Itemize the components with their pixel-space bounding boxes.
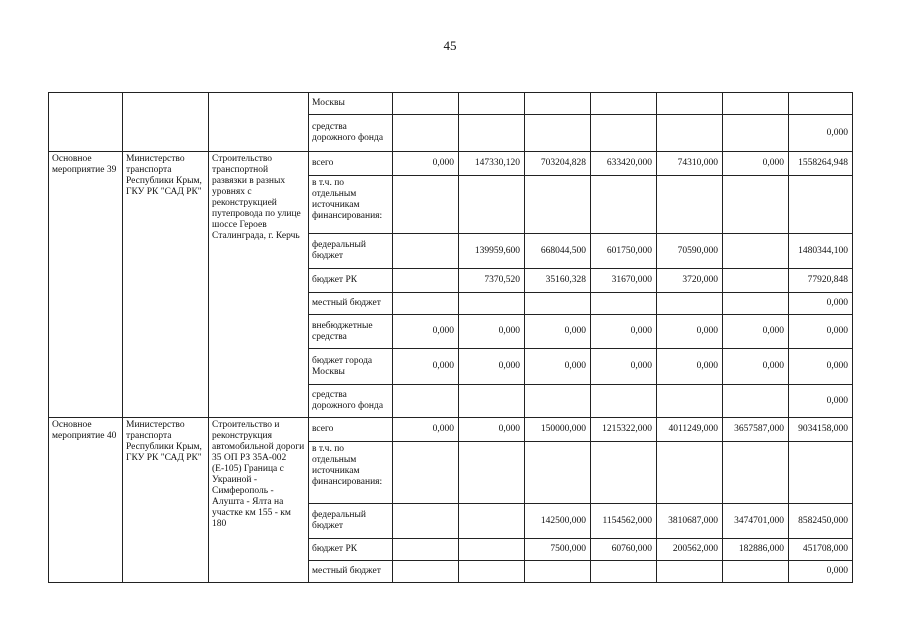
amount-cell: 601750,000 xyxy=(591,234,657,269)
funding-source-cell: в т.ч. по отдельным источникам финансирования: xyxy=(309,442,393,504)
amount-cell: 7370,520 xyxy=(459,269,525,293)
amount-cell: 0,000 xyxy=(525,315,591,349)
amount-cell xyxy=(459,539,525,561)
amount-cell xyxy=(393,234,459,269)
measure-cell: Основное мероприятие 39 xyxy=(49,152,123,418)
amount-cell xyxy=(525,385,591,418)
amount-cell xyxy=(459,93,525,115)
amount-cell: 1480344,100 xyxy=(789,234,853,269)
amount-cell: 142500,000 xyxy=(525,504,591,539)
amount-cell xyxy=(459,561,525,583)
funding-source-cell: внебюджетные средства xyxy=(309,315,393,349)
amount-cell xyxy=(789,442,853,504)
amount-cell xyxy=(525,442,591,504)
amount-cell xyxy=(723,234,789,269)
measure-cell: Основное мероприятие 40 xyxy=(49,418,123,583)
amount-cell xyxy=(723,561,789,583)
amount-cell xyxy=(393,115,459,152)
amount-cell xyxy=(459,115,525,152)
amount-cell: 3657587,000 xyxy=(723,418,789,442)
amount-cell xyxy=(393,176,459,234)
amount-cell: 0,000 xyxy=(591,315,657,349)
object-cell: Строительство транспортной развязки в разных уровнях с реконструкцией путепровода по улице шоссе Героев Сталинграда, г. Керчь xyxy=(209,152,309,418)
amount-cell: 8582450,000 xyxy=(789,504,853,539)
funding-source-cell: местный бюджет xyxy=(309,293,393,315)
amount-cell xyxy=(393,442,459,504)
amount-cell: 0,000 xyxy=(723,152,789,176)
amount-cell xyxy=(723,293,789,315)
amount-cell xyxy=(459,504,525,539)
amount-cell xyxy=(591,442,657,504)
object-cell xyxy=(209,93,309,152)
amount-cell: 200562,000 xyxy=(657,539,723,561)
amount-cell: 0,000 xyxy=(723,349,789,385)
amount-cell: 4011249,000 xyxy=(657,418,723,442)
executor-cell: Министерство транспорта Республики Крым, ГКУ РК "САД РК" xyxy=(123,418,209,583)
amount-cell xyxy=(657,385,723,418)
amount-cell: 0,000 xyxy=(525,349,591,385)
amount-cell: 1215322,000 xyxy=(591,418,657,442)
funding-source-cell: в т.ч. по отдельным источникам финансирования: xyxy=(309,176,393,234)
amount-cell: 0,000 xyxy=(657,315,723,349)
amount-cell: 139959,600 xyxy=(459,234,525,269)
amount-cell: 0,000 xyxy=(789,115,853,152)
amount-cell: 182886,000 xyxy=(723,539,789,561)
funding-source-cell: Москвы xyxy=(309,93,393,115)
amount-cell xyxy=(591,293,657,315)
amount-cell xyxy=(657,442,723,504)
amount-cell: 0,000 xyxy=(459,315,525,349)
amount-cell xyxy=(723,269,789,293)
amount-cell: 3720,000 xyxy=(657,269,723,293)
amount-cell xyxy=(723,442,789,504)
amount-cell: 0,000 xyxy=(789,349,853,385)
executor-cell xyxy=(123,93,209,152)
amount-cell: 35160,328 xyxy=(525,269,591,293)
amount-cell: 703204,828 xyxy=(525,152,591,176)
funding-source-cell: всего xyxy=(309,418,393,442)
amount-cell xyxy=(525,293,591,315)
amount-cell: 0,000 xyxy=(393,349,459,385)
table-row xyxy=(49,418,853,442)
amount-cell: 668044,500 xyxy=(525,234,591,269)
amount-cell: 1154562,000 xyxy=(591,504,657,539)
funding-source-cell: бюджет РК xyxy=(309,269,393,293)
amount-cell: 9034158,000 xyxy=(789,418,853,442)
amount-cell: 147330,120 xyxy=(459,152,525,176)
amount-cell xyxy=(723,385,789,418)
amount-cell xyxy=(459,442,525,504)
amount-cell: 74310,000 xyxy=(657,152,723,176)
amount-cell: 0,000 xyxy=(789,315,853,349)
amount-cell: 0,000 xyxy=(723,315,789,349)
amount-cell: 1558264,948 xyxy=(789,152,853,176)
amount-cell xyxy=(657,93,723,115)
amount-cell: 150000,000 xyxy=(525,418,591,442)
amount-cell xyxy=(393,385,459,418)
amount-cell xyxy=(459,176,525,234)
amount-cell: 0,000 xyxy=(657,349,723,385)
measure-cell xyxy=(49,93,123,152)
amount-cell xyxy=(393,561,459,583)
amount-cell xyxy=(393,293,459,315)
amount-cell: 0,000 xyxy=(393,315,459,349)
amount-cell xyxy=(591,561,657,583)
amount-cell xyxy=(591,93,657,115)
funding-table xyxy=(48,92,853,583)
amount-cell: 451708,000 xyxy=(789,539,853,561)
amount-cell xyxy=(657,115,723,152)
amount-cell: 31670,000 xyxy=(591,269,657,293)
amount-cell: 70590,000 xyxy=(657,234,723,269)
funding-source-cell: бюджет РК xyxy=(309,539,393,561)
funding-source-cell: средства дорожного фонда xyxy=(309,385,393,418)
funding-source-cell: местный бюджет xyxy=(309,561,393,583)
amount-cell xyxy=(525,93,591,115)
amount-cell: 7500,000 xyxy=(525,539,591,561)
amount-cell xyxy=(393,504,459,539)
amount-cell: 60760,000 xyxy=(591,539,657,561)
table-row xyxy=(49,93,853,115)
amount-cell: 0,000 xyxy=(789,385,853,418)
page-number: 45 xyxy=(443,38,457,53)
amount-cell xyxy=(723,115,789,152)
amount-cell xyxy=(723,176,789,234)
amount-cell xyxy=(525,561,591,583)
table-row xyxy=(49,152,853,176)
funding-source-cell: федеральный бюджет xyxy=(309,504,393,539)
amount-cell xyxy=(789,176,853,234)
funding-source-cell: бюджет города Москвы xyxy=(309,349,393,385)
amount-cell: 0,000 xyxy=(789,561,853,583)
amount-cell: 3474701,000 xyxy=(723,504,789,539)
amount-cell xyxy=(393,269,459,293)
amount-cell: 77920,848 xyxy=(789,269,853,293)
amount-cell xyxy=(525,176,591,234)
amount-cell: 3810687,000 xyxy=(657,504,723,539)
amount-cell: 0,000 xyxy=(459,349,525,385)
amount-cell xyxy=(657,561,723,583)
amount-cell xyxy=(393,93,459,115)
object-cell: Строительство и реконструкция автомобильной дороги 35 ОП РЗ 35А-002 (Е-105) Граница с Украиной - Симферополь - Алушта - Ялта на участке км 155 - км 180 xyxy=(209,418,309,583)
amount-cell xyxy=(657,176,723,234)
amount-cell xyxy=(525,115,591,152)
amount-cell: 0,000 xyxy=(393,418,459,442)
amount-cell xyxy=(591,115,657,152)
funding-source-cell: федеральный бюджет xyxy=(309,234,393,269)
funding-source-cell: средства дорожного фонда xyxy=(309,115,393,152)
amount-cell xyxy=(591,385,657,418)
amount-cell: 0,000 xyxy=(591,349,657,385)
amount-cell xyxy=(459,385,525,418)
amount-cell: 0,000 xyxy=(789,293,853,315)
amount-cell xyxy=(393,539,459,561)
amount-cell xyxy=(789,93,853,115)
amount-cell: 0,000 xyxy=(459,418,525,442)
amount-cell xyxy=(723,93,789,115)
amount-cell: 0,000 xyxy=(393,152,459,176)
funding-source-cell: всего xyxy=(309,152,393,176)
amount-cell xyxy=(591,176,657,234)
amount-cell: 633420,000 xyxy=(591,152,657,176)
amount-cell xyxy=(657,293,723,315)
amount-cell xyxy=(459,293,525,315)
executor-cell: Министерство транспорта Республики Крым, ГКУ РК "САД РК" xyxy=(123,152,209,418)
